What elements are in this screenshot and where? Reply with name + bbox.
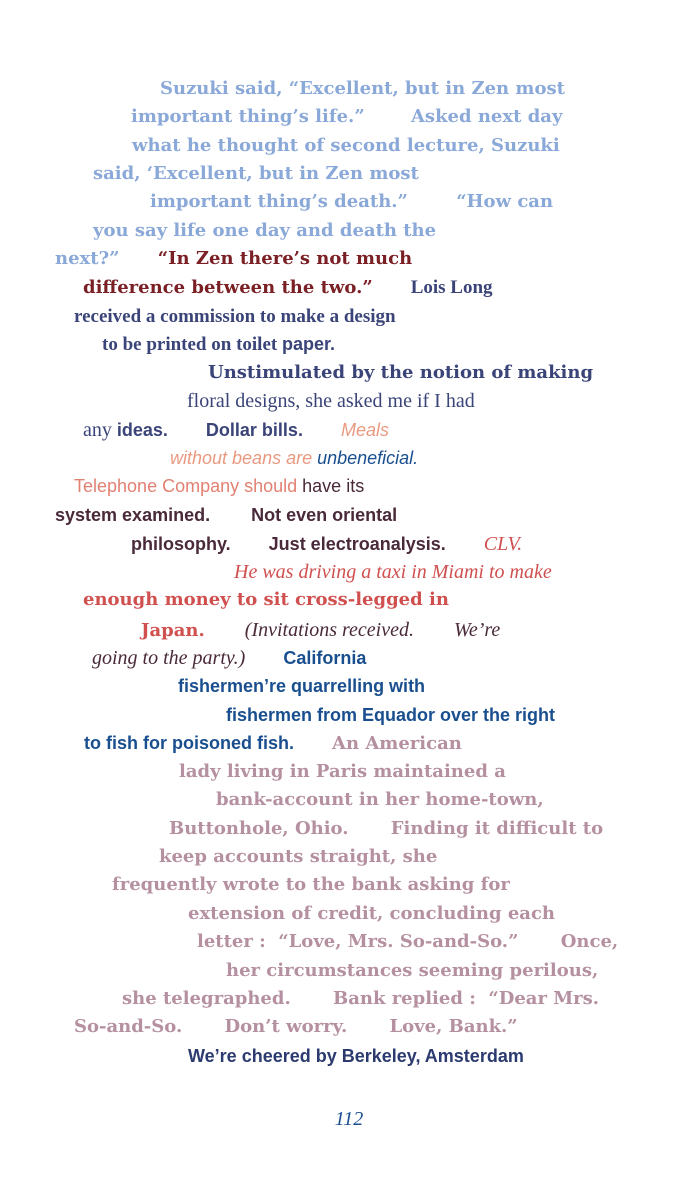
text-span: (Invitations received. (244, 619, 414, 641)
text-span: Suzuki said, “Excellent, but in Zen most (160, 78, 565, 99)
text-line (216, 791, 544, 809)
text-line (178, 677, 425, 695)
text-line (83, 278, 493, 297)
text-span: Just electroanalysis. (268, 534, 446, 554)
text-span: have its (302, 476, 365, 496)
text-span: Lois Long (410, 277, 493, 298)
text-line (169, 820, 603, 838)
text-span: Not even oriental (251, 505, 398, 525)
text-span: going to the party.) (92, 647, 246, 669)
text-line (188, 905, 555, 923)
text-line (226, 706, 555, 724)
text-line (74, 307, 396, 326)
text-line (141, 620, 500, 640)
text-span: California (283, 648, 367, 668)
text-span: to fish for poisoned fish. (84, 733, 294, 753)
text-line (226, 962, 598, 980)
text-span: Japan. (141, 620, 205, 641)
text-line (131, 108, 562, 126)
text-span: Buttonhole, Ohio. (169, 818, 349, 839)
text-span: difference between the two.” (83, 277, 373, 298)
text-span: Love, Bank.” (389, 1016, 518, 1037)
text-span: We’re (454, 619, 501, 641)
text-line (93, 222, 436, 240)
text-span: Asked next day (410, 106, 563, 127)
text-span: system examined. (55, 505, 211, 525)
text-span: her circumstances seeming perilous, (226, 960, 599, 981)
text-span: to be printed on toilet (102, 334, 282, 355)
text-line (74, 1018, 518, 1036)
text-span: bank-account in her home-town, (216, 789, 544, 810)
page-number: 112 (334, 1108, 364, 1130)
text-span: Bank replied : “Dear Mrs. (333, 988, 600, 1009)
text-line (208, 364, 593, 382)
text-span: unbeneficial. (317, 448, 419, 468)
text-line (55, 250, 412, 268)
text-span: ideas. (116, 420, 168, 440)
text-span: any (83, 419, 117, 441)
text-line (122, 990, 599, 1008)
text-line (132, 137, 560, 155)
text-line (179, 763, 506, 781)
text-line (188, 1047, 524, 1065)
text-line (131, 534, 522, 554)
text-span: enough money to sit cross-legged in (83, 589, 449, 610)
text-line (170, 449, 418, 468)
text-line (150, 193, 553, 211)
text-span: she telegraphed. (122, 988, 291, 1009)
text-span: Dollar bills. (205, 420, 303, 440)
text-line (197, 933, 618, 951)
text-span: So-and-So. (74, 1016, 183, 1037)
text-span: Telephone Company should (74, 476, 303, 496)
text-span: extension of credit, concluding each (188, 903, 556, 924)
text-span: said, ‘Excellent, but in Zen most (93, 163, 419, 184)
text-span: “How can (456, 191, 554, 212)
text-span: CLV. (483, 533, 523, 555)
text-line (160, 80, 565, 98)
text-line (83, 420, 389, 440)
text-span: important thing’s death.” (150, 191, 408, 212)
text-span: fishermen’re quarrelling with (178, 676, 426, 696)
text-span: Finding it difficult to (390, 818, 604, 839)
text-span: received a commission to make a design (74, 306, 396, 327)
text-line (159, 848, 437, 866)
text-span: Don’t worry. (224, 1016, 348, 1037)
text-span: He was driving a taxi in Miami to make (234, 561, 552, 583)
text-span: what he thought of second lecture, Suzuki (132, 135, 560, 156)
text-line (84, 734, 462, 753)
text-span: We’re cheered by Berkeley, Amsterdam (188, 1046, 524, 1066)
text-span: Unstimulated by the notion of making (208, 362, 594, 383)
text-span: Meals (340, 420, 389, 440)
text-line (187, 391, 475, 411)
text-line (234, 562, 552, 582)
text-line (102, 335, 335, 354)
text-span: important thing’s life.” (131, 106, 365, 127)
text-span: philosophy. (131, 534, 231, 554)
text-span: Once, (560, 931, 619, 952)
text-span: fishermen from Equador over the right (226, 705, 556, 725)
text-span: you say life one day and death the (93, 220, 437, 241)
text-line (83, 591, 449, 609)
text-line (74, 477, 364, 496)
text-span: floral designs, she asked me if I had (187, 390, 475, 412)
text-span: lady living in Paris maintained a (179, 761, 506, 782)
text-span: frequently wrote to the bank asking for (112, 874, 510, 895)
text-line (93, 165, 419, 183)
text-line (112, 876, 510, 894)
text-span: “In Zen there’s not much (157, 248, 413, 269)
text-line (55, 506, 397, 524)
text-span: letter : “Love, Mrs. So-and-So.” (197, 931, 519, 952)
text-span: keep accounts straight, she (159, 846, 438, 867)
text-span: without beans are (170, 448, 318, 468)
text-line (92, 648, 366, 668)
text-span: paper. (281, 334, 335, 354)
text-span: next?” (55, 248, 120, 269)
text-span: An American (332, 733, 462, 754)
